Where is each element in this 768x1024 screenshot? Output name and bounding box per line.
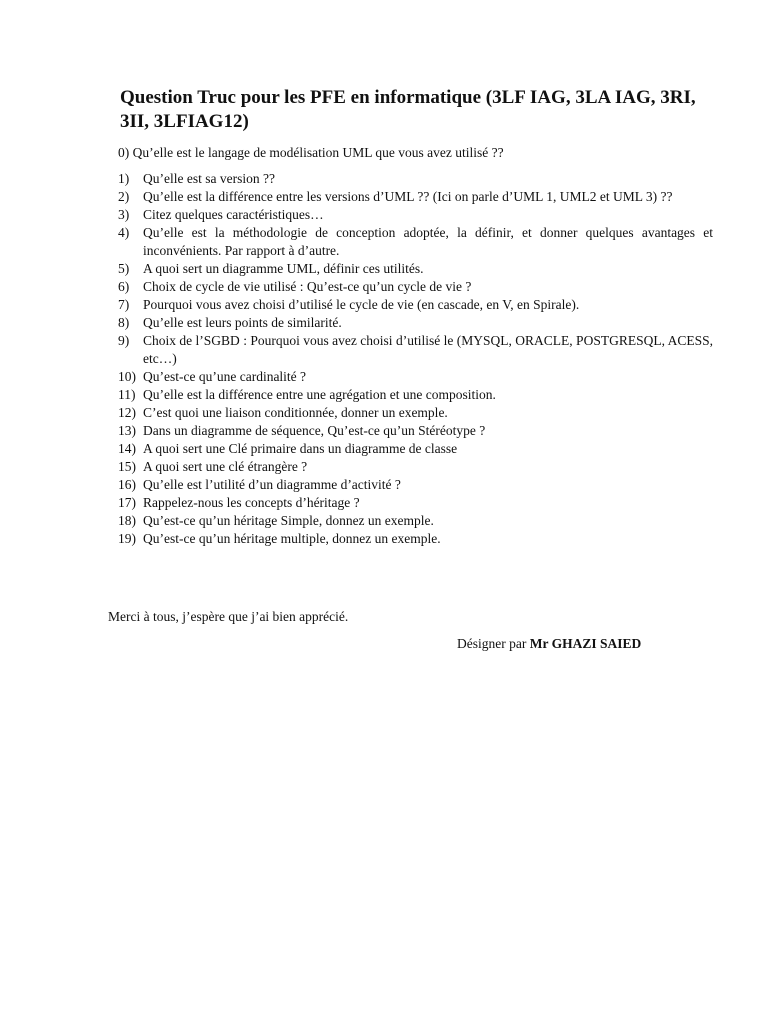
question-number: 6) <box>118 279 130 294</box>
question-text: Qu’elle est l’utilité d’un diagramme d’activité ? <box>143 477 401 492</box>
question-text: C’est quoi une liaison conditionnée, donner un exemple. <box>143 405 448 420</box>
question-text: Qu’est-ce qu’une cardinalité ? <box>143 369 307 384</box>
list-item <box>118 386 713 404</box>
question-text: Choix de l’SGBD : Pourquoi vous avez choisi d’utilisé le (MYSQL, ORACLE, POSTGRESQL, ACESS, etc…) <box>143 333 713 366</box>
question-number: 15) <box>118 459 136 474</box>
question-number: 2) <box>118 189 130 204</box>
question-text: Qu’elle est la différence entre une agrégation et une composition. <box>143 387 496 402</box>
list-item <box>118 332 713 368</box>
list-item <box>118 278 713 296</box>
question-number: 5) <box>118 261 130 276</box>
list-item <box>118 224 713 260</box>
question-list <box>118 170 713 548</box>
list-item <box>118 422 713 440</box>
question-text: Qu’est-ce qu’un héritage Simple, donnez un exemple. <box>143 513 434 528</box>
question-number: 16) <box>118 477 136 492</box>
list-item <box>118 170 713 188</box>
signature <box>457 635 641 653</box>
signature-name: Mr GHAZI SAIED <box>529 636 642 651</box>
question-text: Choix de cycle de vie utilisé : Qu’est-ce qu’un cycle de vie ? <box>143 279 472 294</box>
question-number: 1) <box>118 171 130 186</box>
list-item <box>118 494 713 512</box>
question-number: 8) <box>118 315 130 330</box>
question-text: A quoi sert un diagramme UML, définir ces utilités. <box>143 261 424 276</box>
question-text: Qu’elle est sa version ?? <box>143 171 275 186</box>
signature-prefix: Désigner par <box>457 636 530 651</box>
list-item <box>118 440 713 458</box>
closing-text: Merci à tous, j’espère que j’ai bien apprécié. <box>108 609 349 624</box>
list-item <box>118 530 713 548</box>
question-number: 19) <box>118 531 136 546</box>
question-number: 10) <box>118 369 136 384</box>
question-text: Qu’elle est la différence entre les versions d’UML ?? (Ici on parle d’UML 1, UML2 et UML 3) ?? <box>143 189 673 204</box>
question-number: 3) <box>118 207 130 222</box>
list-item <box>118 206 713 224</box>
question-number: 4) <box>118 225 130 240</box>
list-item <box>118 260 713 278</box>
list-item <box>118 314 713 332</box>
list-item <box>118 188 713 206</box>
question-number: 11) <box>118 387 136 402</box>
question-text: A quoi sert une Clé primaire dans un diagramme de classe <box>143 441 458 456</box>
question-number: 13) <box>118 423 136 438</box>
question-text: Citez quelques caractéristiques… <box>143 207 324 222</box>
question-number: 14) <box>118 441 136 456</box>
question-number: 12) <box>118 405 136 420</box>
question-number: 17) <box>118 495 136 510</box>
question-text: Qu’elle est la méthodologie de conception adoptée, la définir, et donner quelques avantages et inconvénients. Par rapport à d’autre. <box>143 225 713 258</box>
question-number: 7) <box>118 297 130 312</box>
document-title: Question Truc pour les PFE en informatique (3LF IAG, 3LA IAG, 3RI, 3II, 3LFIAG12) <box>120 87 696 132</box>
question-number: 9) <box>118 333 130 348</box>
list-item <box>118 512 713 530</box>
question-text: Dans un diagramme de séquence, Qu’est-ce qu’un Stéréotype ? <box>143 423 486 438</box>
list-item <box>118 296 713 314</box>
question-text: Pourquoi vous avez choisi d’utilisé le cycle de vie (en cascade, en V, en Spirale). <box>143 297 580 312</box>
list-item <box>118 476 713 494</box>
list-item <box>118 404 713 422</box>
list-item <box>118 458 713 476</box>
intro-question: 0) Qu’elle est le langage de modélisation UML que vous avez utilisé ?? <box>118 145 504 160</box>
question-text: Qu’est-ce qu’un héritage multiple, donnez un exemple. <box>143 531 441 546</box>
question-text: Rappelez-nous les concepts d’héritage ? <box>143 495 360 510</box>
question-number: 18) <box>118 513 136 528</box>
question-text: Qu’elle est leurs points de similarité. <box>143 315 342 330</box>
question-text: A quoi sert une clé étrangère ? <box>143 459 308 474</box>
list-item <box>118 368 713 386</box>
